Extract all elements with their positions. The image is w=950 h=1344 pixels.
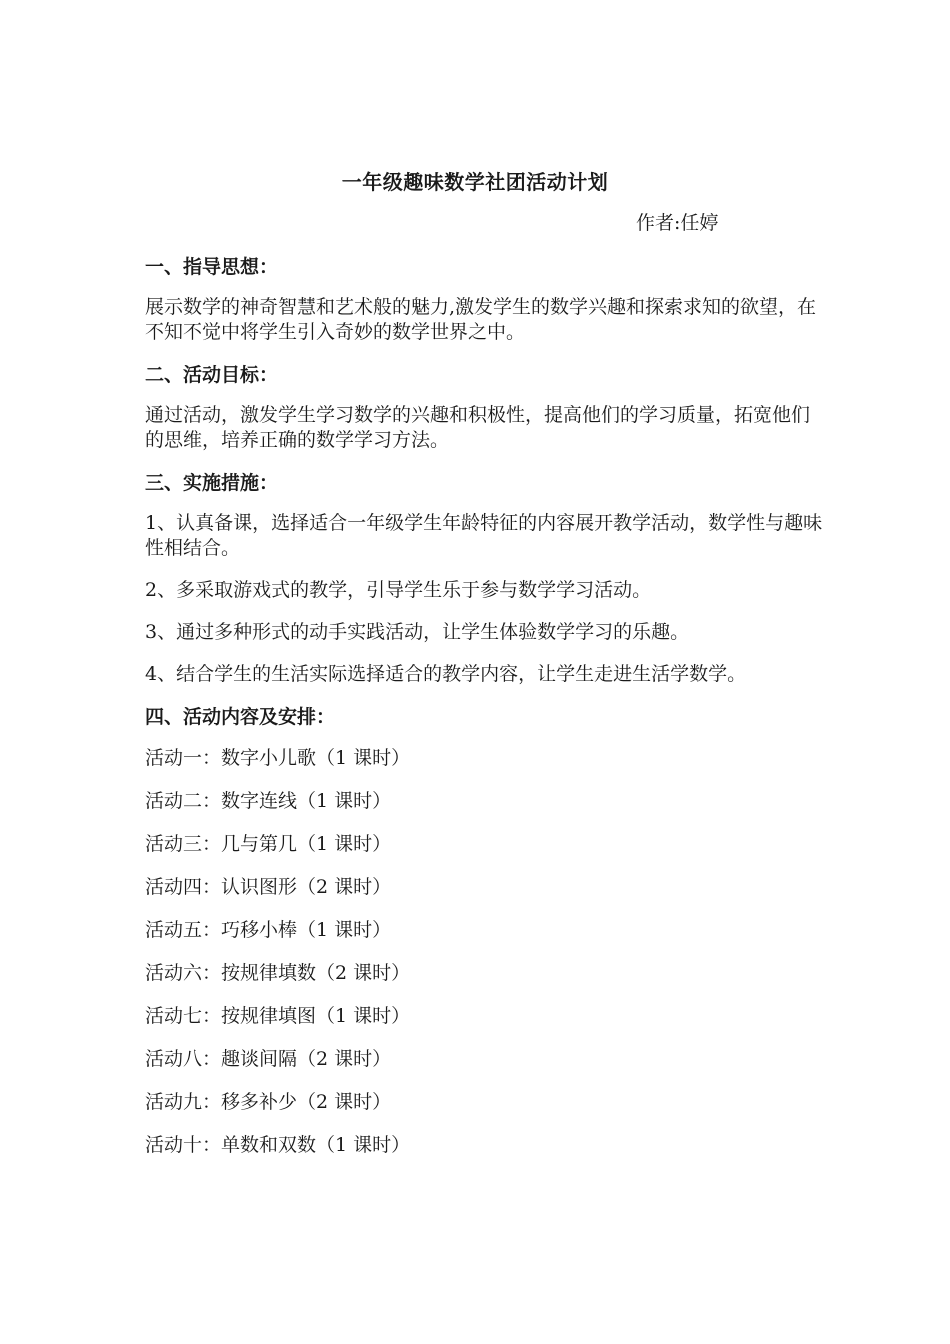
activity-item: 活动一：数字小儿歌（1 课时） xyxy=(145,747,411,769)
section-heading: 一、指导思想： xyxy=(145,256,279,278)
section-guiding-ideology xyxy=(145,254,825,345)
section-paragraph: 展示数学的神奇智慧和艺术般的魅力,激发学生的数学兴趣和探索求知的欲望，在不知不觉中将学生引入奇妙的数学世界之中。 xyxy=(145,296,817,343)
section-activity-schedule xyxy=(145,704,825,1158)
section-implementation-measures xyxy=(145,470,825,687)
section-paragraph: 通过活动，激发学生学习数学的兴趣和积极性，提高他们的学习质量，拓宽他们的思维，培养正确的数学学习方法。 xyxy=(145,404,811,451)
document-author: 作者:任婷 xyxy=(636,212,719,234)
measure-item: 3、通过多种形式的动手实践活动，让学生体验数学学习的乐趣。 xyxy=(145,621,690,643)
activity-item: 活动五：巧移小棒（1 课时） xyxy=(145,919,392,941)
measure-item: 2、多采取游戏式的教学，引导学生乐于参与数学学习活动。 xyxy=(145,579,652,601)
section-heading: 二、活动目标： xyxy=(145,364,279,386)
section-heading: 三、实施措施： xyxy=(145,472,279,494)
section-activity-goals xyxy=(145,362,825,453)
activity-item: 活动四：认识图形（2 课时） xyxy=(145,876,392,898)
section-heading: 四、活动内容及安排： xyxy=(145,706,336,728)
activity-item: 活动八：趣谈间隔（2 课时） xyxy=(145,1048,392,1070)
document-title: 一年级趣味数学社团活动计划 xyxy=(341,170,609,194)
measure-item: 4、结合学生的生活实际选择适合的教学内容，让学生走进生活学数学。 xyxy=(145,663,747,685)
measure-item: 1、认真备课，选择适合一年级学生年龄特征的内容展开教学活动，数学性与趣味性相结合。 xyxy=(145,512,823,559)
activity-item: 活动六：按规律填数（2 课时） xyxy=(145,962,411,984)
activity-item: 活动二：数字连线（1 课时） xyxy=(145,790,392,812)
document-body xyxy=(145,254,825,1175)
activity-item: 活动九：移多补少（2 课时） xyxy=(145,1091,392,1113)
activity-item: 活动七：按规律填图（1 课时） xyxy=(145,1005,411,1027)
activity-list xyxy=(145,745,825,1158)
activity-item: 活动三：几与第几（1 课时） xyxy=(145,833,392,855)
activity-item: 活动十：单数和双数（1 课时） xyxy=(145,1134,411,1156)
